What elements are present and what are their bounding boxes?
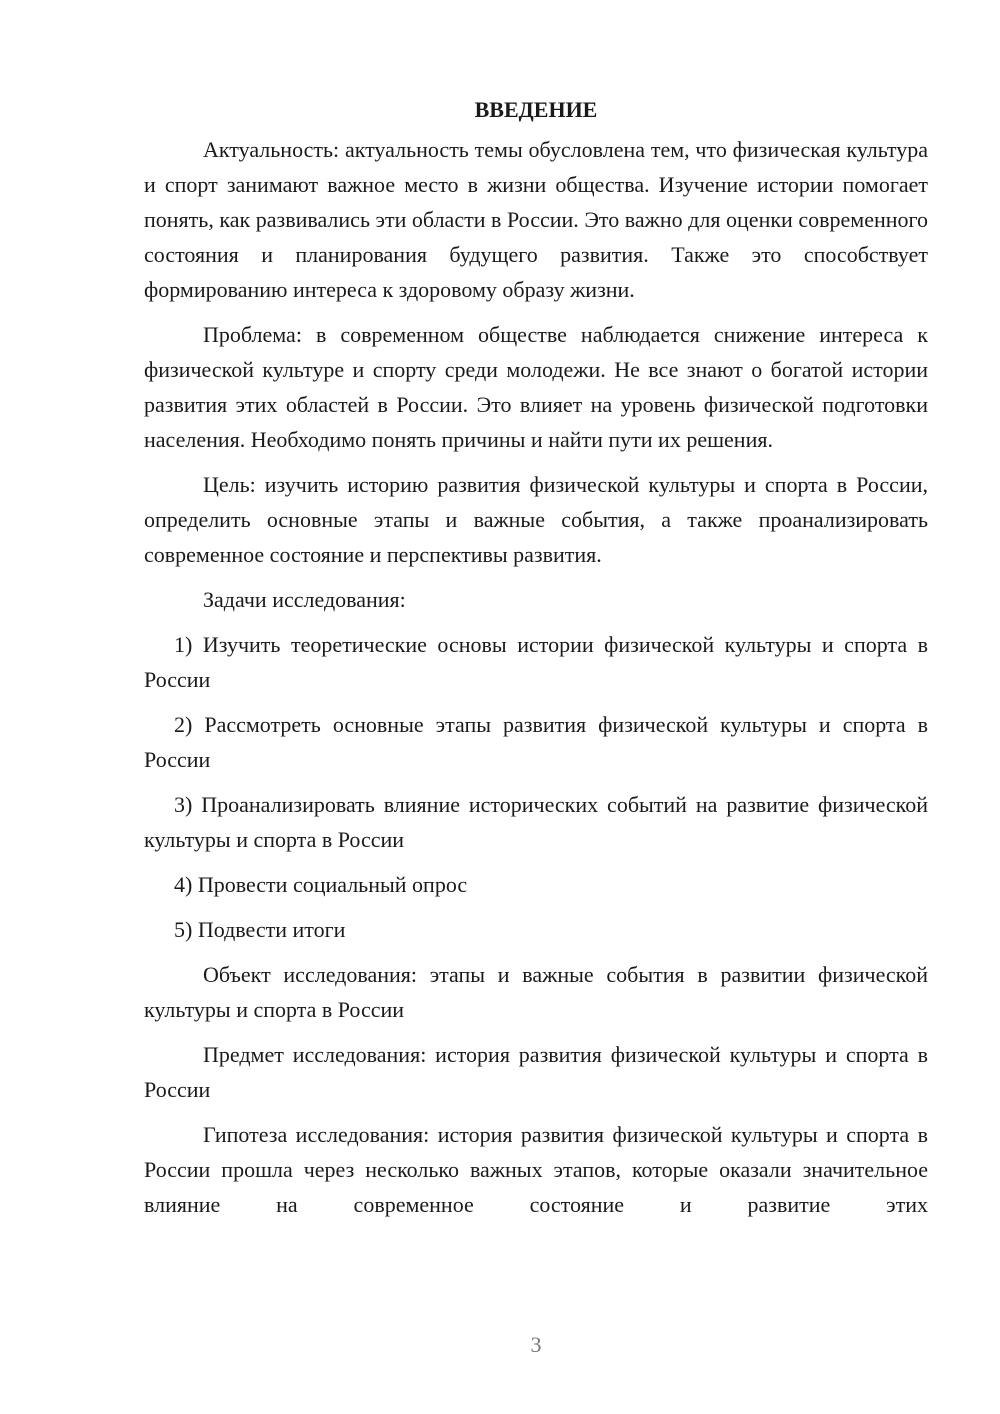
problem-paragraph: Проблема: в современном обществе наблюдается снижение интереса к физической культуре и спорту среди молодежи. Не все знают о богатой истории развития этих областей в России. Это влияет на уровень физической подготовки населения. Необходимо понять причины и найти пути их решения. (144, 322, 928, 452)
section-title: ВВЕДЕНИЕ (474, 97, 598, 122)
tasks-heading: Задачи исследования: (203, 587, 406, 612)
task-item-2: 2) Рассмотреть основные этапы развития физической культуры и спорта в России (144, 712, 928, 772)
document-page (144, 92, 928, 1222)
task-item-5: 5) Подвести итоги (174, 917, 346, 942)
page-number: 3 (530, 1332, 542, 1357)
object-paragraph: Объект исследования: этапы и важные события в развитии физической культуры и спорта в России (144, 962, 928, 1022)
hypothesis-paragraph: Гипотеза исследования: история развития физической культуры и спорта в России прошла через несколько важных этапов, которые оказали значительное влияние на современное состояние и развитие этих (144, 1122, 928, 1217)
subject-paragraph: Предмет исследования: история развития физической культуры и спорта в России (144, 1042, 928, 1102)
goal-paragraph: Цель: изучить историю развития физической культуры и спорта в России, определить основные этапы и важные события, а также проанализировать современное состояние и перспективы развития. (144, 472, 928, 567)
task-item-1: 1) Изучить теоретические основы истории физической культуры и спорта в России (144, 632, 928, 692)
task-item-4: 4) Провести социальный опрос (174, 872, 468, 897)
relevance-paragraph: Актуальность: актуальность темы обусловлена тем, что физическая культура и спорт занимают важное место в жизни общества. Изучение истории помогает понять, как развивались эти области в России. Это важно для оценки современного состояния и планирования будущего развития. Также это способствует формированию интереса к здоровому образу жизни. (144, 137, 928, 302)
task-item-3: 3) Проанализировать влияние исторических событий на развитие физической культуры и спорта в России (144, 792, 928, 852)
